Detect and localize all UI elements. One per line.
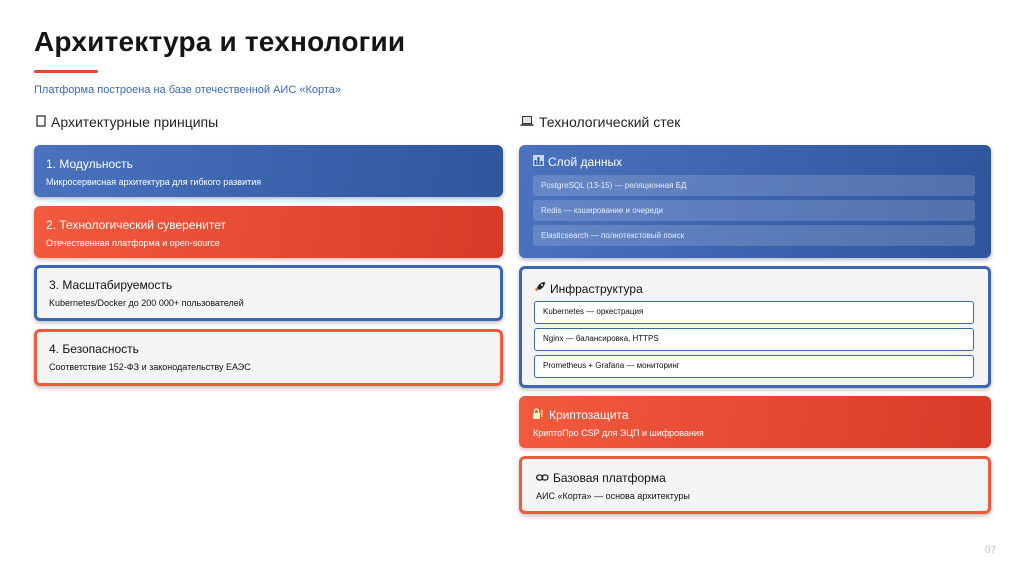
- page-number: 07: [984, 545, 996, 556]
- principles-heading-label: Архитектурные принципы: [51, 114, 219, 130]
- stack-card-base-platform: [519, 456, 991, 514]
- base-platform-header: [536, 471, 974, 485]
- principle-title: 1. Модульность: [46, 157, 133, 171]
- principle-desc: Отечественная платформа и open-source: [46, 238, 220, 248]
- bar-chart-icon: [533, 155, 544, 169]
- stack-card-infrastructure: [519, 266, 991, 388]
- lock-key-icon: [533, 408, 545, 422]
- infrastructure-item: Kubernetes — оркестрация: [534, 301, 974, 324]
- stack-card-data-layer: [519, 145, 991, 258]
- base-platform-title: Базовая платформа: [553, 471, 666, 485]
- box-placeholder-icon: [36, 115, 46, 130]
- crypto-header: [533, 408, 977, 422]
- infrastructure-title: Инфраструктура: [550, 281, 643, 296]
- principle-desc: Kubernetes/Docker до 200 000+ пользователей: [49, 298, 244, 308]
- infrastructure-item: Prometheus + Grafana — мониторинг: [534, 355, 974, 378]
- link-icon: [536, 471, 549, 485]
- principle-title: 2. Технологический суверенитет: [46, 218, 226, 232]
- stack-heading-label: Технологический стек: [539, 114, 681, 130]
- data-layer-item: Elasticsearch — полнотекстовый поиск: [533, 225, 975, 246]
- slide-subtitle: Платформа построена на базе отечественной АИС «Корта»: [34, 84, 342, 96]
- title-underline: [34, 70, 98, 73]
- infrastructure-item: Nginx — балансировка, HTTPS: [534, 328, 974, 351]
- principle-card-sovereignty: [34, 206, 503, 258]
- base-platform-desc: АИС «Корта» — основа архитектуры: [536, 491, 690, 501]
- stack-card-crypto: [519, 396, 991, 448]
- rocket-icon: [534, 281, 546, 296]
- principle-title: 4. Безопасность: [49, 342, 139, 356]
- principles-heading: [36, 114, 218, 130]
- data-layer-item: PostgreSQL (13-15) — реляционная БД: [533, 175, 975, 196]
- stack-heading: [520, 114, 680, 130]
- principle-card-scalability: [34, 265, 503, 321]
- principle-title: 3. Масштабируемость: [49, 278, 173, 292]
- principle-card-modularity: [34, 145, 503, 197]
- principle-desc: Соответствие 152-ФЗ и законодательству ЕАЭС: [49, 362, 251, 372]
- crypto-desc: КриптоПро CSP для ЭЦП и шифрования: [533, 428, 704, 438]
- principle-card-security: [34, 329, 503, 386]
- data-layer-header: [533, 155, 977, 169]
- slide-title: Архитектура и технологии: [34, 26, 406, 57]
- infrastructure-header: [534, 281, 976, 296]
- data-layer-title: Слой данных: [548, 155, 623, 169]
- principle-desc: Микросервисная архитектура для гибкого развития: [46, 177, 262, 187]
- crypto-title: Криптозащита: [549, 408, 629, 422]
- data-layer-item: Redis — кэширование и очереди: [533, 200, 975, 221]
- laptop-icon: [520, 115, 534, 130]
